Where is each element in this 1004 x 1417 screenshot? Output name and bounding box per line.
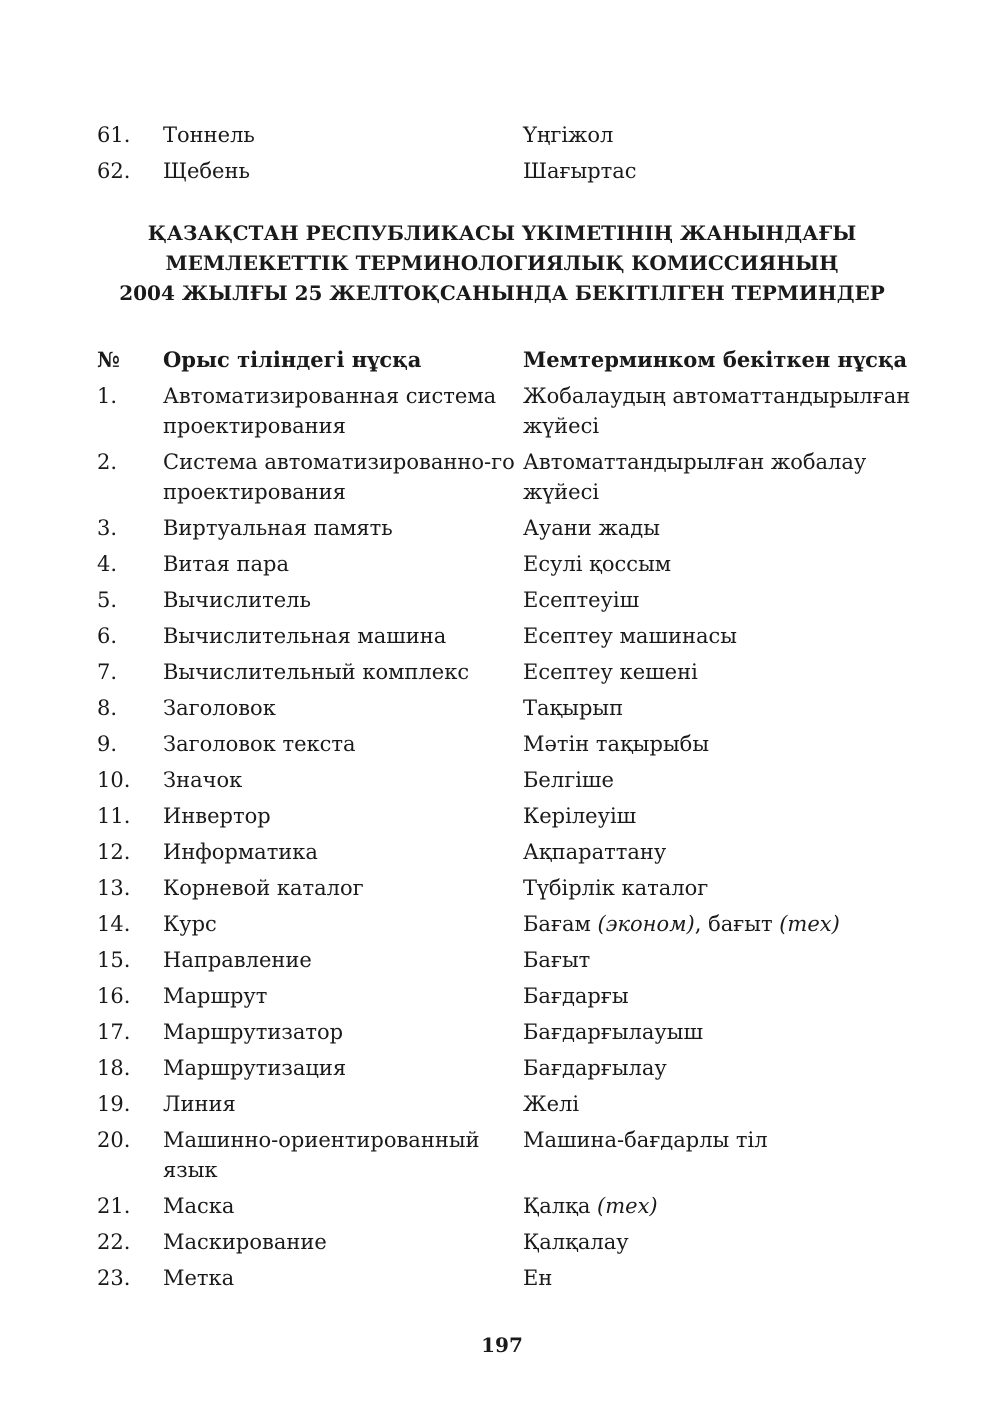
table-row — [97, 1191, 917, 1221]
term-russian: Информатика — [163, 840, 318, 864]
term-russian: Корневой каталог — [163, 876, 364, 900]
term-number: 6. — [97, 624, 118, 648]
term-number: 13. — [97, 876, 131, 900]
term-russian: Курс — [163, 912, 217, 936]
term-kazakh — [523, 873, 917, 903]
term-kazakh-text: Түбірлік каталог — [523, 876, 709, 900]
term-domain-note: (тех) — [779, 912, 840, 936]
term-kazakh-text: Қалқа — [523, 1194, 591, 1218]
term-kazakh — [523, 657, 917, 687]
term-russian: Линия — [163, 1092, 236, 1116]
term-kazakh-text: Ауани жады — [523, 516, 660, 540]
term-russian: Витая пара — [163, 552, 289, 576]
table-row — [97, 981, 917, 1011]
term-kazakh — [523, 585, 917, 615]
term-kazakh-text: Бағыт — [523, 948, 591, 972]
header-russian: Орыс тіліндегі нұсқа — [163, 347, 422, 372]
term-number: 17. — [97, 1020, 131, 1044]
header-kazakh: Мемтерминком бекіткен нұсқа — [523, 347, 908, 372]
term-kazakh — [523, 1125, 917, 1185]
table-row — [97, 729, 917, 759]
table-row — [97, 549, 917, 579]
term-number: 12. — [97, 840, 131, 864]
term-kazakh-text: Желі — [523, 1092, 580, 1116]
term-russian: Вычислительный комплекс — [163, 660, 470, 684]
term-number: 3. — [97, 516, 118, 540]
term-number: 20. — [97, 1128, 131, 1152]
term-number: 23. — [97, 1266, 131, 1290]
term-kazakh — [523, 447, 917, 507]
term-kazakh-text: Жобалаудың автоматтандырылған жүйесі — [523, 384, 911, 438]
term-kazakh-text: Есептеу кешені — [523, 660, 698, 684]
term-number: 2. — [97, 450, 118, 474]
header-number: № — [97, 347, 120, 372]
term-kazakh — [523, 909, 917, 939]
term-kazakh — [523, 729, 917, 759]
term-kazakh-text: Бағдарғылау — [523, 1056, 667, 1080]
term-kazakh — [523, 801, 917, 831]
term-number: 61. — [97, 123, 131, 147]
term-russian: Машинно-ориентированный язык — [163, 1128, 480, 1182]
term-kazakh — [523, 549, 917, 579]
table-row — [97, 381, 917, 441]
table-row — [97, 909, 917, 939]
term-kazakh-text: Қалқалау — [523, 1230, 629, 1254]
term-kazakh — [523, 621, 917, 651]
term-kazakh — [523, 513, 917, 543]
heading-line-1: ҚАЗАҚСТАН РЕСПУБЛИКАСЫ ҮКІМЕТІНІҢ ЖАНЫНДАҒЫ — [147, 221, 857, 245]
term-kazakh — [523, 1017, 917, 1047]
term-number: 16. — [97, 984, 131, 1008]
term-kazakh-text: Мәтін тақырыбы — [523, 732, 710, 756]
table-row — [97, 1227, 917, 1257]
table-row — [97, 585, 917, 615]
term-kazakh — [523, 765, 917, 795]
term-kazakh: Шағыртас — [523, 159, 637, 183]
section-heading — [60, 218, 944, 308]
table-row — [97, 945, 917, 975]
term-number: 14. — [97, 912, 131, 936]
term-russian: Заголовок — [163, 696, 276, 720]
term-kazakh — [523, 1263, 917, 1293]
term-kazakh — [523, 837, 917, 867]
term-kazakh — [523, 1191, 917, 1221]
table-row — [97, 1053, 917, 1083]
term-kazakh: Үңгіжол — [523, 123, 614, 147]
table-row — [97, 1089, 917, 1119]
term-russian: Система автоматизированно-го проектирования — [163, 450, 515, 504]
term-kazakh — [523, 381, 917, 441]
table-header — [97, 345, 917, 375]
term-russian: Вычислитель — [163, 588, 311, 612]
top-term-list — [97, 120, 917, 192]
table-row — [97, 657, 917, 687]
term-row — [97, 120, 917, 150]
term-russian: Заголовок текста — [163, 732, 356, 756]
term-kazakh — [523, 981, 917, 1011]
term-kazakh-text: Бағдарғы — [523, 984, 629, 1008]
table-row — [97, 837, 917, 867]
table-row — [97, 447, 917, 507]
term-number: 4. — [97, 552, 118, 576]
term-kazakh-text: Бағдарғылауыш — [523, 1020, 703, 1044]
term-russian: Тоннель — [163, 123, 255, 147]
term-kazakh — [523, 1227, 917, 1257]
table-row — [97, 513, 917, 543]
term-kazakh-text: Бағам — [523, 912, 591, 936]
term-kazakh — [523, 1089, 917, 1119]
term-russian: Маршрутизация — [163, 1056, 347, 1080]
term-kazakh — [523, 1053, 917, 1083]
term-kazakh-text: Есептеуіш — [523, 588, 640, 612]
page-number: 197 — [481, 1333, 523, 1357]
term-kazakh-text: Белгіше — [523, 768, 614, 792]
term-kazakh-text: Керілеуіш — [523, 804, 637, 828]
term-russian: Инвертор — [163, 804, 271, 828]
term-kazakh-text: , бағыт — [694, 912, 780, 936]
heading-line-3: 2004 ЖЫЛҒЫ 25 ЖЕЛТОҚСАНЫНДА БЕКІТІЛГЕН ТЕРМИНДЕР — [119, 281, 885, 305]
table-row — [97, 1125, 917, 1185]
term-number: 1. — [97, 384, 118, 408]
term-number: 8. — [97, 696, 118, 720]
term-russian: Щебень — [163, 159, 250, 183]
term-number: 19. — [97, 1092, 131, 1116]
term-number: 62. — [97, 159, 131, 183]
term-kazakh-text: Машина-бағдарлы тіл — [523, 1128, 768, 1152]
term-russian: Вычислительная машина — [163, 624, 447, 648]
term-number: 10. — [97, 768, 131, 792]
table-row — [97, 1263, 917, 1293]
term-domain-note: (эконом) — [597, 912, 695, 936]
table-row — [97, 801, 917, 831]
term-kazakh-text: Есулі қоссым — [523, 552, 672, 576]
table-row — [97, 765, 917, 795]
term-russian: Маршрутизатор — [163, 1020, 344, 1044]
term-russian: Маска — [163, 1194, 235, 1218]
term-kazakh — [523, 945, 917, 975]
term-russian: Маскирование — [163, 1230, 327, 1254]
term-russian: Автоматизированная система проектирования — [163, 384, 497, 438]
term-number: 15. — [97, 948, 131, 972]
table-row — [97, 621, 917, 651]
term-row — [97, 156, 917, 186]
term-number: 5. — [97, 588, 118, 612]
heading-line-2: МЕМЛЕКЕТТІК ТЕРМИНОЛОГИЯЛЫҚ КОМИССИЯНЫҢ — [165, 251, 839, 275]
table-row — [97, 1017, 917, 1047]
term-number: 21. — [97, 1194, 131, 1218]
table-row — [97, 693, 917, 723]
table-body — [97, 381, 917, 1293]
term-number: 18. — [97, 1056, 131, 1080]
table-row — [97, 873, 917, 903]
term-russian: Направление — [163, 948, 312, 972]
term-russian: Метка — [163, 1266, 235, 1290]
term-domain-note: (тех) — [597, 1194, 658, 1218]
terms-table — [97, 345, 917, 1299]
term-number: 7. — [97, 660, 118, 684]
term-russian: Виртуальная память — [163, 516, 393, 540]
term-kazakh-text: Есептеу машинасы — [523, 624, 737, 648]
term-number: 22. — [97, 1230, 131, 1254]
term-russian: Значок — [163, 768, 243, 792]
term-number: 11. — [97, 804, 131, 828]
term-kazakh-text: Тақырып — [523, 696, 624, 720]
term-kazakh-text: Ен — [523, 1266, 553, 1290]
term-kazakh — [523, 693, 917, 723]
term-kazakh-text: Ақпараттану — [523, 840, 667, 864]
term-russian: Маршрут — [163, 984, 268, 1008]
term-kazakh-text: Автоматтандырылған жобалау жүйесі — [523, 450, 867, 504]
term-number: 9. — [97, 732, 118, 756]
